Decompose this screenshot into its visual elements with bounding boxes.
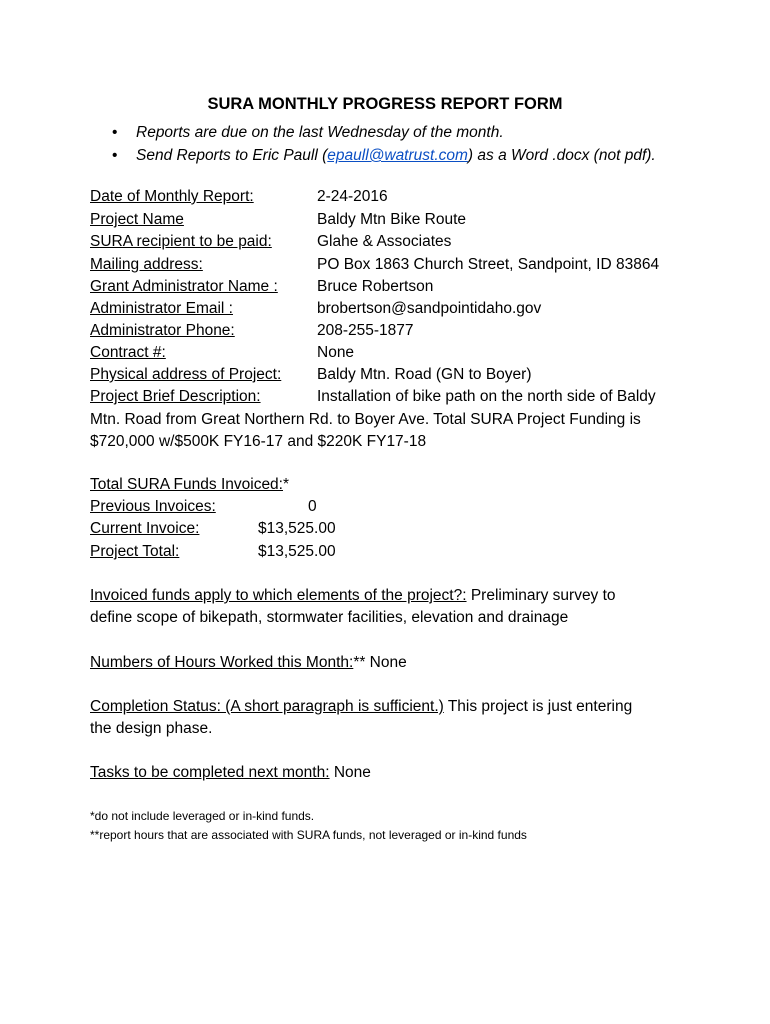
field-value: Baldy Mtn. Road (GN to Boyer) — [317, 366, 532, 383]
fund-value: $13,525.00 — [258, 520, 336, 537]
footnote-funds: *do not include leveraged or in-kind funds. — [90, 809, 315, 823]
field-label: Mailing address: — [90, 256, 203, 273]
field-value: 208-255-1877 — [317, 322, 414, 339]
tasks-value: None — [329, 764, 371, 781]
instruction-suffix: ) as a Word .docx (not pdf). — [467, 147, 656, 164]
funds-heading-label: Total SURA Funds Invoiced: — [90, 476, 283, 493]
bullet-icon: • — [112, 124, 118, 141]
field-label: Administrator Email : — [90, 300, 233, 317]
field-recipient — [90, 231, 452, 253]
field-admin-name — [90, 276, 434, 298]
hours-value: ** None — [353, 654, 407, 671]
completion-label: Completion Status: (A short paragraph is sufficient.) — [90, 698, 444, 715]
field-label: Grant Administrator Name : — [90, 278, 278, 295]
field-value: None — [317, 344, 355, 361]
fund-current — [90, 518, 390, 540]
field-label: SURA recipient to be paid: — [90, 233, 272, 250]
page-title: SURA MONTHLY PROGRESS REPORT FORM — [207, 95, 563, 113]
field-mailing-address — [90, 254, 660, 276]
field-value: brobertson@sandpointidaho.gov — [317, 300, 542, 317]
tasks-label: Tasks to be completed next month: — [90, 764, 330, 781]
funds-heading-marker: * — [283, 476, 290, 493]
description-continued: Mtn. Road from Great Northern Rd. to Boyer Ave. Total SURA Project Funding is — [90, 411, 641, 428]
fund-label: Project Total: — [90, 543, 180, 560]
instruction-text: Reports are due on the last Wednesday of the month. — [136, 124, 504, 141]
completion-continued: the design phase. — [90, 720, 213, 737]
field-value: Bruce Robertson — [317, 278, 434, 295]
elements-answer-continued: define scope of bikepath, stormwater facilities, elevation and drainage — [90, 609, 569, 626]
footnote-hours: **report hours that are associated with SURA funds, not leveraged or in-kind funds — [90, 828, 527, 842]
description-funding: $720,000 w/$500K FY16-17 and $220K FY17-18 — [90, 433, 427, 450]
field-label: Project Brief Description: — [90, 388, 261, 405]
bullet-icon: • — [112, 147, 118, 164]
field-description — [90, 386, 656, 408]
field-project-name — [90, 209, 467, 231]
field-value: 2-24-2016 — [317, 188, 388, 205]
field-physical-address — [90, 364, 532, 386]
hours-label: Numbers of Hours Worked this Month: — [90, 654, 354, 671]
funds-heading — [90, 474, 289, 496]
field-value: Installation of bike path on the north side of Baldy — [317, 388, 656, 405]
next-tasks — [90, 762, 371, 784]
email-link[interactable]: epaull@watrust.com — [327, 147, 468, 164]
completion-value: This project is just entering — [443, 698, 633, 715]
fund-previous — [90, 496, 390, 518]
elements-question — [90, 585, 616, 607]
elements-answer: Preliminary survey to — [466, 587, 616, 604]
field-contract — [90, 342, 355, 364]
instruction-send-to — [110, 144, 656, 167]
elements-label: Invoiced funds apply to which elements of the project?: — [90, 587, 467, 604]
fund-value: 0 — [308, 498, 317, 515]
fund-label: Previous Invoices: — [90, 498, 216, 515]
field-label: Contract #: — [90, 344, 166, 361]
field-value: Baldy Mtn Bike Route — [317, 211, 467, 228]
field-label: Administrator Phone: — [90, 322, 235, 339]
field-value: PO Box 1863 Church Street, Sandpoint, ID 83864 — [317, 256, 660, 273]
fund-value: $13,525.00 — [258, 543, 336, 560]
fund-total — [90, 541, 390, 563]
field-label: Project Name — [90, 211, 184, 228]
field-label: Physical address of Project: — [90, 366, 282, 383]
field-date — [90, 186, 388, 208]
field-label: Date of Monthly Report: — [90, 188, 254, 205]
field-value: Glahe & Associates — [317, 233, 452, 250]
instructions-list — [110, 121, 656, 167]
hours-worked — [90, 652, 407, 674]
instruction-due-date — [110, 121, 656, 144]
field-admin-email — [90, 298, 542, 320]
fund-label: Current Invoice: — [90, 520, 200, 537]
completion-status — [90, 696, 632, 718]
instruction-prefix: Send Reports to Eric Paull ( — [136, 147, 328, 164]
field-admin-phone — [90, 320, 414, 342]
